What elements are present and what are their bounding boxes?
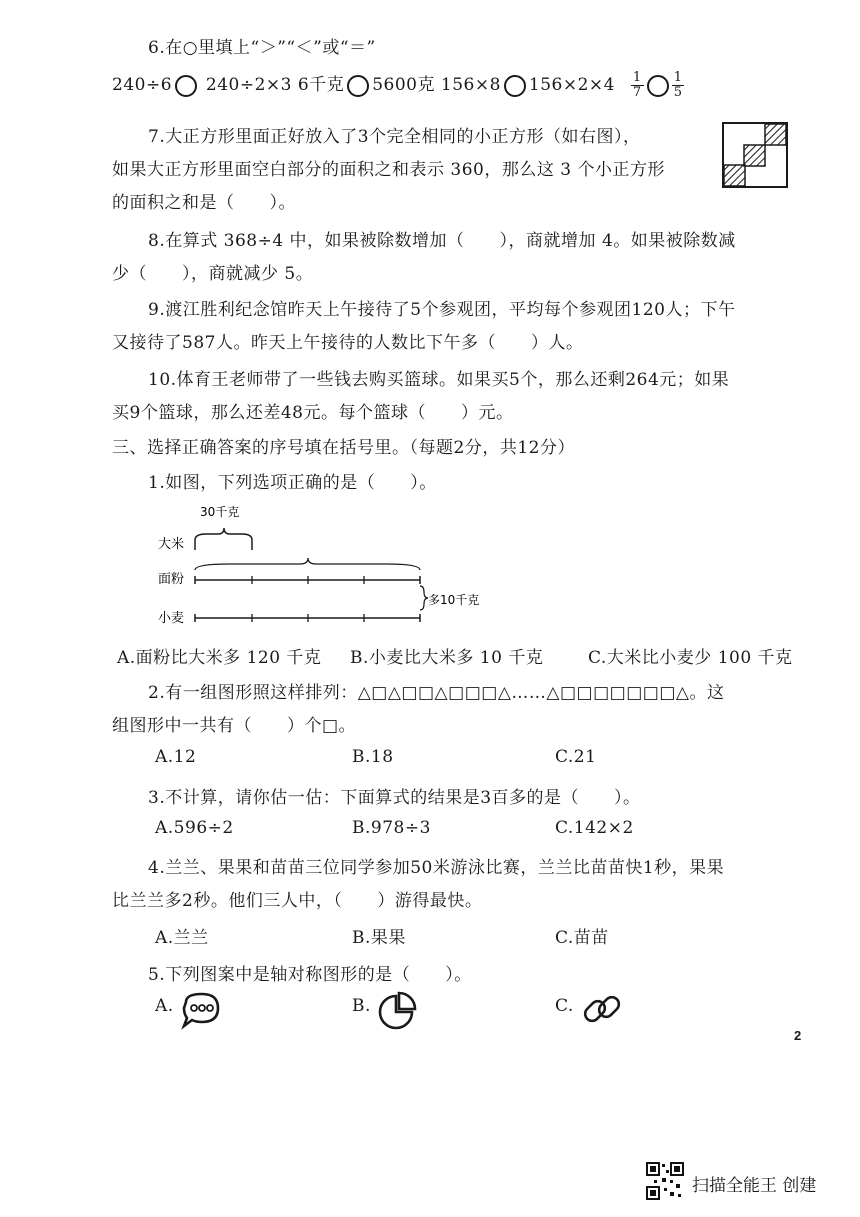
s2-option-a[interactable]: A.12 [155, 747, 197, 767]
s3-option-b[interactable]: B.978÷3 [352, 818, 431, 838]
s5-question: 5.下列图案中是轴对称图形的是（ ）。 [148, 965, 472, 985]
s4-option-a[interactable]: A.兰兰 [155, 928, 209, 948]
fraction-1: $\frac{1}{7}$ [632, 70, 642, 100]
label-wheat: 小麦 [158, 611, 185, 626]
s4-line1: 4.兰兰、果果和苗苗三位同学参加50米游泳比赛，兰兰比苗苗快1秒，果果 [148, 858, 725, 878]
q7-line2: 如果大正方形里面空白部分的面积之和表示 360，那么这 3 个小正方形 [112, 160, 665, 180]
s1-option-a[interactable]: A.面粉比大米多 120 千克 [117, 648, 322, 668]
s4-line2: 比兰兰多2秒。他们三人中，（ ）游得最快。 [112, 891, 483, 911]
q9-line2: 又接待了587人。昨天上午接待的人数比下午多（ ）人。 [112, 333, 584, 353]
section3-heading: 三、选择正确答案的序号填在括号里。（每题2分，共12分） [112, 438, 575, 458]
s2-option-c[interactable]: C.21 [555, 747, 597, 767]
q8-line1: 8.在算式 368÷4 中，如果被除数增加（ ），商就增加 4。如果被除数减 [148, 231, 736, 251]
label-flour: 面粉 [158, 572, 185, 587]
s2-line1: 2.有一组图形照这样排列：△□△□□△□□□△……△□□□□□□□△。这 [148, 683, 725, 703]
compare-circle-3[interactable] [504, 75, 526, 97]
q6-e1-right: 240÷2×3 [205, 75, 292, 95]
s2-option-b[interactable]: B.18 [352, 747, 394, 767]
s3-question: 3.不计算，请你估一估：下面算式的结果是3百多的是（ ）。 [148, 788, 641, 808]
fraction-2: $\frac{1}{5}$ [673, 70, 683, 100]
q8-line2: 少（ ），商就减少 5。 [112, 264, 314, 284]
s1-option-b[interactable]: B.小麦比大米多 10 千克 [350, 648, 544, 668]
q7-line3: 的面积之和是（ ）。 [112, 193, 296, 213]
s4-option-c[interactable]: C.苗苗 [555, 928, 609, 948]
chain-link-icon [580, 988, 626, 1032]
q10-line2: 买9个篮球，那么还差48元。每个篮球（ ）元。 [112, 403, 514, 423]
s5-option-c[interactable]: C. [555, 996, 574, 1016]
q6-e2-left: 6千克 [297, 75, 345, 95]
s3-option-a[interactable]: A.596÷2 [155, 818, 234, 838]
squares-figure [722, 122, 788, 188]
compare-circle-4[interactable] [647, 75, 669, 97]
diagram-top-label: 30千克 [200, 505, 240, 519]
s1-question: 1.如图，下列选项正确的是（ ）。 [148, 473, 437, 493]
q6-title: 6.在○里填上“＞”“＜”或“＝” [148, 38, 376, 58]
s4-option-b[interactable]: B.果果 [352, 928, 406, 948]
q6-e3-left: 156×8 [440, 75, 501, 95]
speech-bubble-icon [178, 990, 226, 1032]
q9-line1: 9.渡江胜利纪念馆昨天上午接待了5个参观团，平均每个参观团120人；下午 [148, 300, 736, 320]
watermark-text: 扫描全能王 创建 [692, 1176, 817, 1196]
label-rice: 大米 [158, 537, 185, 552]
page-number: 2 [794, 1028, 802, 1043]
pie-segment-icon [374, 990, 420, 1032]
line-segment-diagram [150, 500, 490, 632]
q6-e1-left: 240÷6 [112, 75, 173, 95]
s5-option-a[interactable]: A. [155, 996, 174, 1016]
s2-line2: 组图形中一共有（ ）个□。 [112, 716, 357, 736]
diagram-extra-label: 多10千克 [428, 593, 480, 607]
compare-circle-1[interactable] [175, 75, 197, 97]
s3-option-c[interactable]: C.142×2 [555, 818, 634, 838]
s5-option-b[interactable]: B. [352, 996, 371, 1016]
q6-expressions [112, 70, 684, 100]
q6-e3-right: 156×2×4 [528, 75, 615, 95]
s1-option-c[interactable]: C.大米比小麦少 100 千克 [588, 648, 793, 668]
q7-line1: 7.大正方形里面正好放入了3个完全相同的小正方形（如右图）， [148, 127, 641, 147]
qr-code-icon [646, 1162, 684, 1200]
compare-circle-2[interactable] [347, 75, 369, 97]
q10-line1: 10.体育王老师带了一些钱去购买篮球。如果买5个，那么还剩264元；如果 [148, 370, 730, 390]
q6-e2-right: 5600克 [372, 75, 435, 95]
